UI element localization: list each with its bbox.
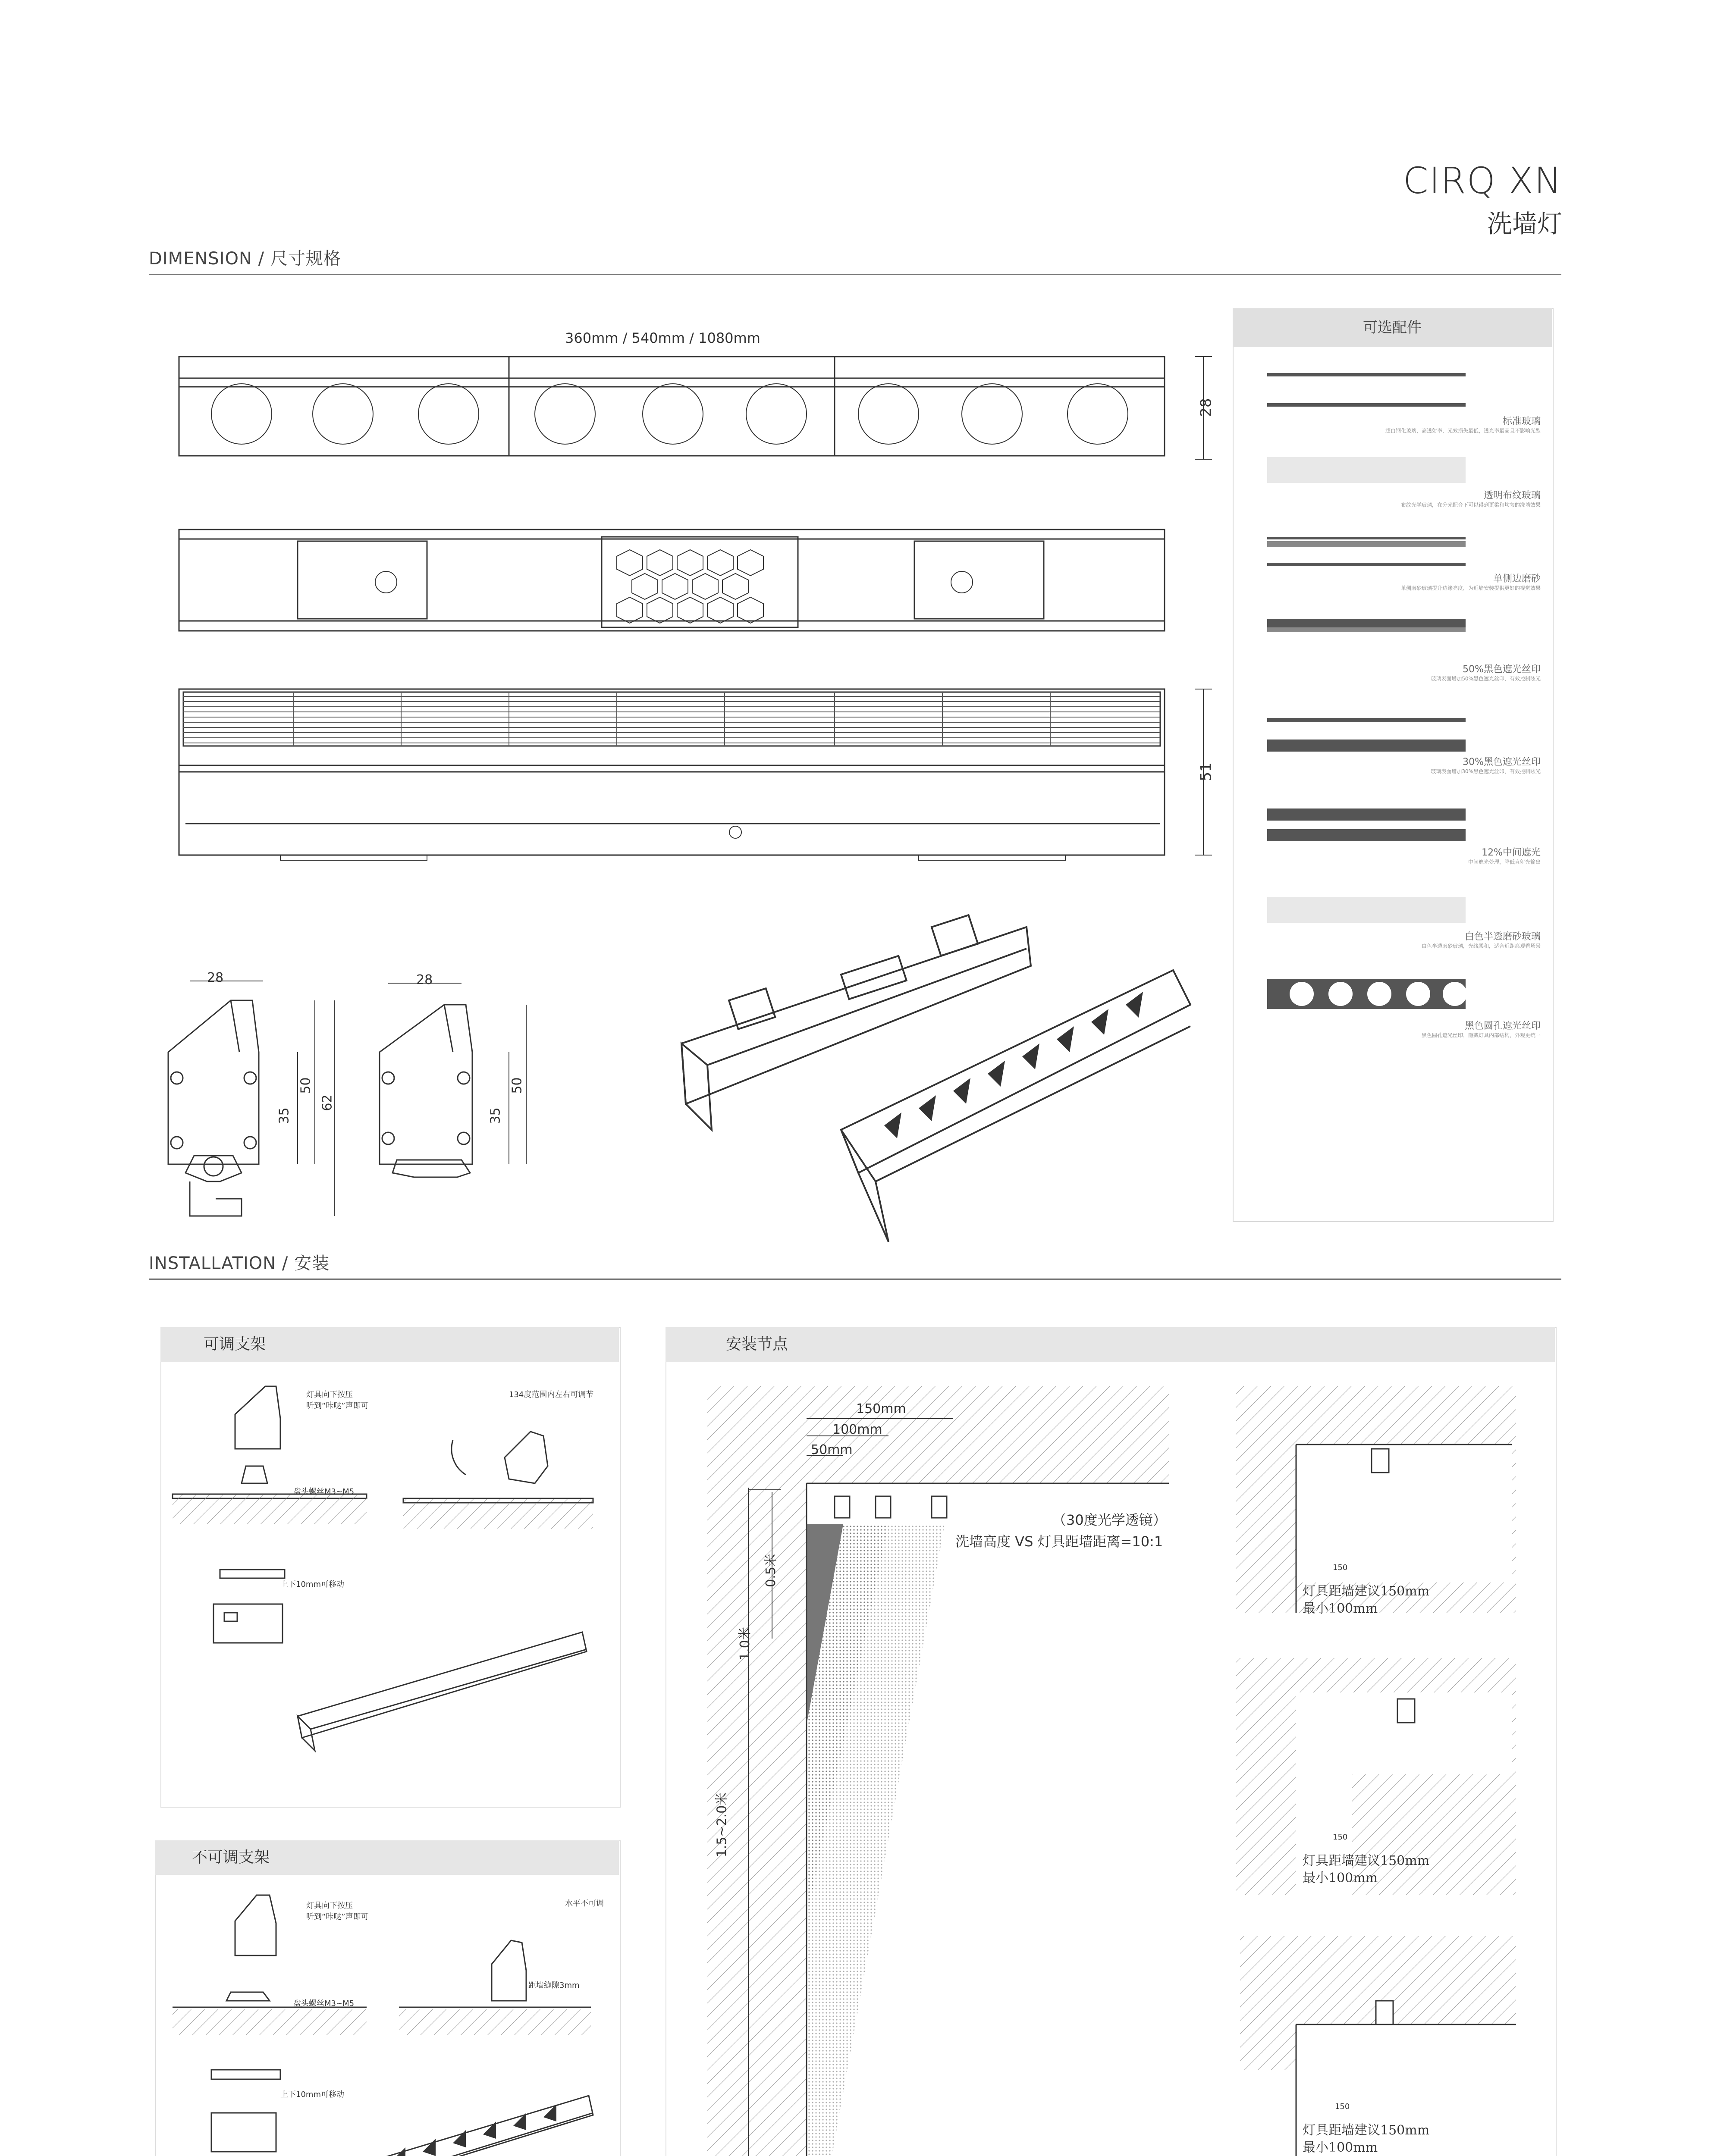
length-dimension: 360mm / 540mm / 1080mm xyxy=(565,330,760,346)
accessory-desc: 布纹光学玻璃，在分光配合下可以得到更柔和均匀的洗墙效果 xyxy=(1400,502,1541,508)
product-name: CIRQ XN xyxy=(1403,160,1562,202)
profile2-width: 28 xyxy=(416,972,433,987)
accessory-desc: 单侧磨砂玻璃提升边缘亮度，为近墙安装提供更好的视觉效果 xyxy=(1400,585,1541,591)
profile1-width: 28 xyxy=(207,970,224,985)
accessory-name: 白色半透磨砂玻璃 xyxy=(1464,931,1541,942)
accessory-name: 单侧边磨砂 xyxy=(1493,573,1541,584)
detail-text: 最小100mm xyxy=(1303,1601,1378,1616)
press-hint: 灯具向下按压 听到“咔哒”声即可 xyxy=(306,1390,369,1410)
accessory-name: 标准玻璃 xyxy=(1502,416,1541,427)
node-title: 安装节点 xyxy=(666,1327,1555,1362)
level-label: 水平不可调 xyxy=(565,1899,604,1908)
accessory-name: 50%黑色遮光丝印 xyxy=(1463,664,1541,675)
fixed-title: 不可调支架 xyxy=(155,1840,619,1875)
section-installation: INSTALLATION / 安装 xyxy=(149,1253,330,1273)
profile1-h62: 62 xyxy=(320,1094,335,1111)
height-0-5m: 0.5米 xyxy=(763,1554,779,1587)
height-28: 28 xyxy=(1197,398,1215,417)
height-1-0m: 1.0米 xyxy=(737,1627,753,1661)
profile1-h35: 35 xyxy=(276,1107,292,1124)
accessory-desc: 玻璃表面增加30%黑色遮光丝印，有效控制眩光 xyxy=(1431,768,1541,774)
detail-dim: 150 xyxy=(1333,1563,1348,1572)
accessory-name: 透明布纹玻璃 xyxy=(1483,490,1541,501)
detail-dim: 150 xyxy=(1333,1833,1348,1842)
height-1-5-2m: 1.5~2.0米 xyxy=(714,1792,730,1858)
accessory-desc: 玻璃表面增加50%黑色遮光丝印，有效控制眩光 xyxy=(1431,676,1541,682)
adjustable-title: 可调支架 xyxy=(160,1327,619,1362)
ratio-label: 洗墙高度 VS 灯具距墙距离=10:1 xyxy=(955,1533,1163,1550)
accessory-name: 黑色圆孔遮光丝印 xyxy=(1464,1021,1541,1031)
height-51: 51 xyxy=(1197,762,1215,781)
accessory-desc: 中间遮光处理，降低直射光输出 xyxy=(1468,859,1541,865)
screw-label-fixed: 盘头螺丝M3~M5 xyxy=(293,1999,355,2008)
move-label-fixed: 上下10mm可移动 xyxy=(280,2090,344,2099)
detail-dim: 150 xyxy=(1335,2102,1350,2111)
screw-label: 盘头螺丝M3~M5 xyxy=(293,1487,355,1496)
accessory-desc: 超白钢化玻璃，高透射率，光效损失最低，透光率最高且不影响光型 xyxy=(1385,428,1541,434)
accessory-name: 30%黑色遮光丝印 xyxy=(1463,757,1541,768)
dim-50mm: 50mm xyxy=(811,1442,853,1457)
lens-label: （30度光学透镜） xyxy=(1052,1512,1167,1528)
profile2-h50: 50 xyxy=(509,1077,525,1094)
detail-text: 灯具距墙建议150mm xyxy=(1303,1584,1430,1599)
detail-text: 最小100mm xyxy=(1303,1871,1378,1886)
detail-text: 灯具距墙建议150mm xyxy=(1303,2123,1430,2138)
accessories-title: 可选配件 xyxy=(1233,308,1552,347)
detail-text: 灯具距墙建议150mm xyxy=(1303,1853,1430,1868)
accessory-desc: 黑色圆孔遮光丝印，隐藏灯具内部结构，外观更统一 xyxy=(1421,1032,1541,1038)
product-name-cn: 洗墙灯 xyxy=(1487,209,1562,238)
dim-150mm: 150mm xyxy=(856,1401,906,1416)
accessory-name: 12%中间遮光 xyxy=(1482,847,1541,858)
dim-100mm: 100mm xyxy=(832,1422,882,1437)
accessory-desc: 白色半透磨砂玻璃，光线柔和，适合近距离观看场景 xyxy=(1421,943,1541,949)
profile2-h35: 35 xyxy=(488,1107,503,1124)
section-dimension: DIMENSION / 尺寸规格 xyxy=(149,249,341,269)
move-label: 上下10mm可移动 xyxy=(280,1580,344,1589)
press-hint-fixed: 灯具向下按压 听到“咔哒”声即可 xyxy=(306,1901,369,1921)
detail-text: 最小100mm xyxy=(1303,2140,1378,2155)
profile1-h50: 50 xyxy=(298,1077,314,1094)
rotate-hint: 134度范围内左右可调节 xyxy=(509,1390,594,1399)
wall-gap-label: 距墙缝隙3mm xyxy=(528,1981,580,1990)
